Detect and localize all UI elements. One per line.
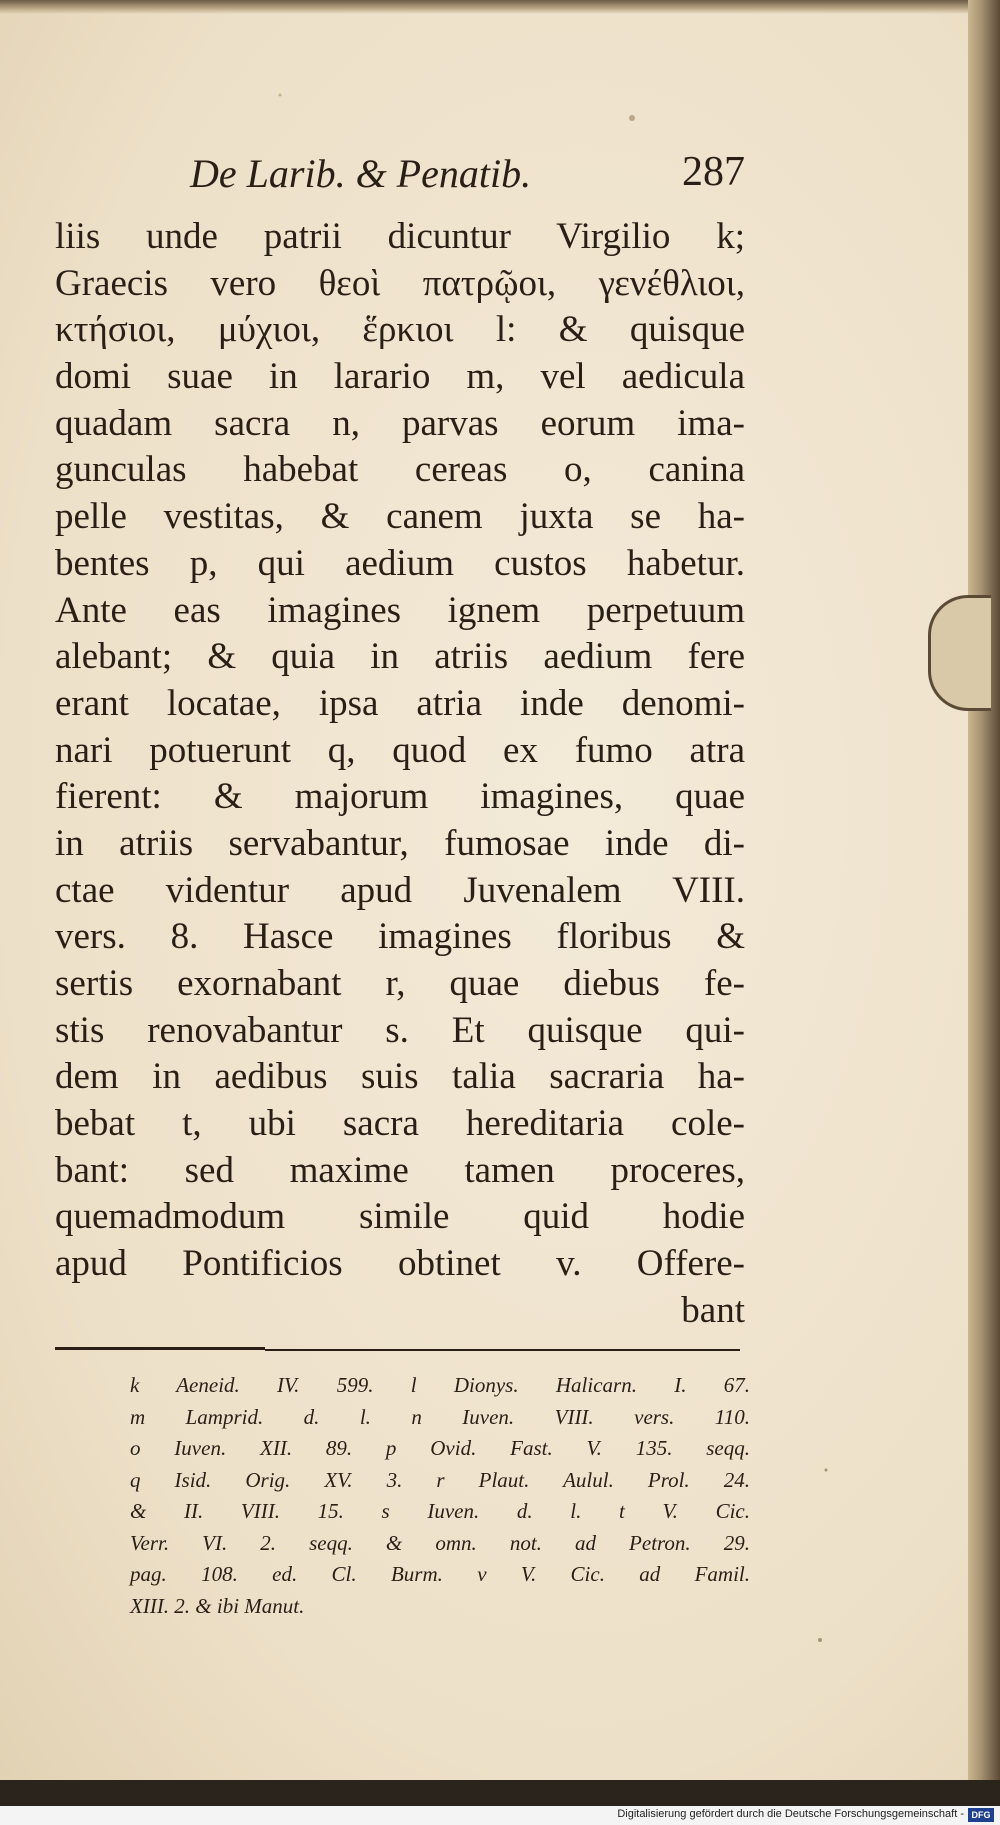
footnotes xyxy=(130,1370,750,1622)
text-line: bentes p, qui aedium custos habetur. xyxy=(55,542,745,584)
footnote-rule-thick xyxy=(55,1347,265,1350)
text-line: fierent: & majorum imagines, quae xyxy=(55,776,745,818)
text-line: Graecis vero θεοὶ πατρῷοι, γενέθλιοι, xyxy=(55,262,745,304)
digitization-credit: Digitalisierung gefördert durch die Deutsche Forschungsgemeinschaft - xyxy=(617,1808,964,1820)
text-line: dem in aedibus suis talia sacraria ha- xyxy=(55,1056,745,1098)
text-line: in atriis servabantur, fumosae inde di- xyxy=(55,822,745,864)
text-line: gunculas habebat cereas o, canina xyxy=(55,449,745,491)
page-fore-edge xyxy=(968,0,1000,1780)
text-line: pelle vestitas, & canem juxta se ha- xyxy=(55,496,745,538)
scan-bottom-band xyxy=(0,1780,1000,1806)
page-top-edge xyxy=(0,0,968,14)
text-line: erant locatae, ipsa atria inde denomi- xyxy=(55,682,745,724)
text-line: stis renovabantur s. Et quisque qui- xyxy=(55,1009,745,1051)
text-line: Ante eas imagines ignem perpetuum xyxy=(55,589,745,631)
footnote-line: m Lamprid. d. l. n Iuven. VIII. vers. 110. xyxy=(130,1404,750,1429)
text-line: apud Pontificios obtinet v. Offere- xyxy=(55,1243,745,1285)
dfg-logo: DFG xyxy=(968,1808,994,1822)
text-line: sertis exornabant r, quae diebus fe- xyxy=(55,963,745,1004)
text-line: alebant; & quia in atriis aedium fere xyxy=(55,636,745,678)
footnote-line: XIII. 2. & ibi Manut. xyxy=(130,1593,305,1618)
text-line: quemadmodum simile quid hodie xyxy=(55,1196,745,1238)
footnote-line: pag. 108. ed. Cl. Burm. v V. Cic. ad Famil. xyxy=(130,1562,750,1586)
footnote-line: & II. VIII. 15. s Iuven. d. l. t V. Cic. xyxy=(130,1499,750,1523)
catchword: bant xyxy=(681,1289,745,1331)
text-line: κτήσιοι, μύχιοι, ἕρκιοι l: & quisque xyxy=(55,309,745,351)
text-line: vers. 8. Hasce imagines floribus & xyxy=(55,916,745,958)
page-header xyxy=(190,150,745,210)
footnote-rule-thin xyxy=(265,1349,740,1351)
text-line: liis unde patrii dicuntur Virgilio k; xyxy=(55,216,745,257)
text-line: domi suae in larario m, vel aedicula xyxy=(55,356,745,398)
text-line: bant: sed maxime tamen proceres, xyxy=(55,1149,745,1191)
running-title: De Larib. & Penatib. xyxy=(190,151,532,196)
footnote-line: o Iuven. XII. 89. p Ovid. Fast. V. 135. seqq. xyxy=(130,1436,750,1460)
text-line: quadam sacra n, parvas eorum ima- xyxy=(55,402,745,444)
footnote-line: k Aeneid. IV. 599. l Dionys. Halicarn. I. 67. xyxy=(130,1373,750,1397)
footnote-line: q Isid. Orig. XV. 3. r Plaut. Aulul. Prol. 24. xyxy=(130,1467,750,1492)
text-line: nari potuerunt q, quod ex fumo atra xyxy=(55,729,745,771)
page-number: 287 xyxy=(682,149,745,195)
text-line: bebat t, ubi sacra hereditaria cole- xyxy=(55,1103,745,1145)
book-clasp xyxy=(928,595,991,711)
text-line: ctae videntur apud Juvenalem VIII. xyxy=(55,869,745,911)
footnote-line: Verr. VI. 2. seqq. & omn. not. ad Petron. 29. xyxy=(130,1530,750,1555)
body-text xyxy=(55,214,745,1335)
